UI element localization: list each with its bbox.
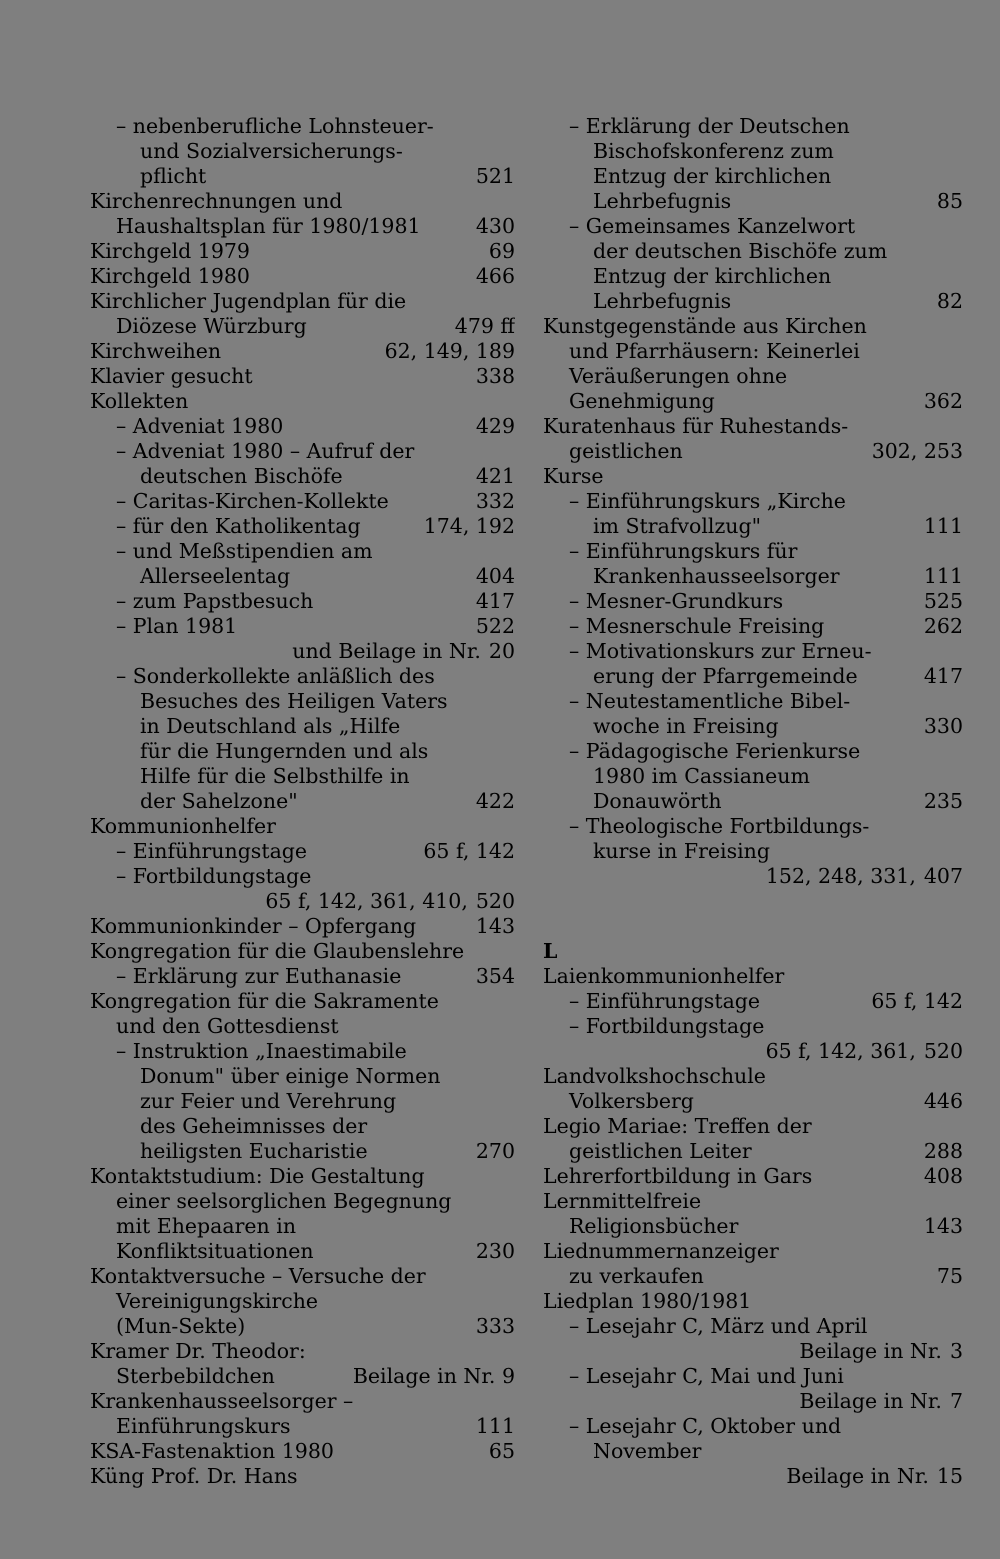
index-entry-line [90, 1364, 515, 1389]
index-page-ref: 338 [475, 364, 515, 388]
index-page-ref: 111 [923, 564, 963, 588]
index-page-ref: 15 [936, 1464, 963, 1488]
index-entry-line [90, 139, 515, 164]
index-entry-line [90, 764, 515, 789]
index-entry-text: November [593, 1439, 702, 1463]
index-entry-line [90, 314, 515, 339]
index-entry-line [90, 1439, 515, 1464]
index-entry-line [90, 414, 515, 439]
index-entry-line [543, 1139, 963, 1164]
index-entry-line [90, 1114, 515, 1139]
index-page-ref: 85 [936, 189, 963, 213]
index-page-ref: 262 [923, 614, 963, 638]
index-entry-text: Volkersberg [569, 1089, 694, 1113]
index-entry-text: – Erklärung zur Euthanasie [116, 964, 402, 988]
index-page-ref: 7 [949, 1389, 963, 1413]
index-page-ref: 75 [936, 1264, 963, 1288]
index-entry-text: – Pädagogische Ferienkurse [569, 739, 861, 763]
index-entry-line [90, 689, 515, 714]
index-entry-line [543, 389, 963, 414]
index-entry-line [90, 739, 515, 764]
index-entry-text: einer seelsorglichen Begegnung [116, 1189, 452, 1213]
index-entry-line [543, 914, 963, 939]
index-entry-text: in Deutschland als „Hilfe [140, 714, 401, 738]
index-entry-line [90, 1389, 515, 1414]
index-entry-text: – Sonderkollekte anläßlich des [116, 664, 435, 688]
index-page-ref: 230 [475, 1239, 515, 1263]
index-entry-line [543, 1264, 963, 1289]
index-entry-line [90, 1464, 515, 1489]
index-page-ref: Beilage in Nr. 9 [352, 1364, 515, 1388]
index-entry-line [90, 239, 515, 264]
index-entry-line [543, 1464, 963, 1489]
index-entry-line [543, 464, 963, 489]
index-entry-text: – Adveniat 1980 [116, 414, 284, 438]
index-entry-text: Kirchlicher Jugendplan für die [90, 289, 407, 313]
index-page-ref: 65 [488, 1439, 515, 1463]
index-page-ref: 404 [475, 564, 515, 588]
index-entry-text: – Fortbildungstage [116, 864, 312, 888]
index-entry-text: – Caritas-Kirchen-Kollekte [116, 489, 389, 513]
index-entry-text: – Einführungskurs „Kirche [569, 489, 846, 513]
index-entry-text: – Mesnerschule Freising [569, 614, 825, 638]
index-entry-line [90, 989, 515, 1014]
index-entry-line [90, 1414, 515, 1439]
index-entry-text: Kontaktstudium: Die Gestaltung [90, 1164, 425, 1188]
index-entry-text: und Sozialversicherungs- [140, 139, 403, 163]
index-entry-line [543, 1164, 963, 1189]
index-entry-line [90, 1164, 515, 1189]
index-entry-line [90, 464, 515, 489]
index-entry-text: Donum" über einige Normen [140, 1064, 441, 1088]
index-entry-line [90, 264, 515, 289]
index-page-ref: 62, 149, 189 [384, 339, 515, 363]
index-page-ref: 407 [923, 864, 963, 888]
index-entry-line [543, 114, 963, 139]
index-entry-text: heiligsten Eucharistie [140, 1139, 368, 1163]
index-page-ref: 20 [488, 639, 515, 663]
index-page-ref: 421 [475, 464, 515, 488]
index-page-ref: 422 [475, 789, 515, 813]
index-entry-text: – Erklärung der Deutschen [569, 114, 850, 138]
index-entry-line [543, 764, 963, 789]
index-entry-line [90, 164, 515, 189]
index-entry-line [543, 239, 963, 264]
index-entry-line [543, 789, 963, 814]
index-entry-text: Bischofskonferenz zum [593, 139, 834, 163]
index-entry-line [90, 839, 515, 864]
index-entry-line [90, 864, 515, 889]
index-entry-text: – für den Katholikentag [116, 514, 361, 538]
index-entry-text: Kurse [543, 464, 604, 488]
index-entry-text: Kirchenrechnungen und [90, 189, 343, 213]
index-entry-text: Laienkommunionhelfer [543, 964, 785, 988]
index-entry-text: – Mesner-Grundkurs [569, 589, 784, 613]
index-entry-line [543, 664, 963, 689]
index-page-ref: 288 [923, 1139, 963, 1163]
index-entry-line [543, 289, 963, 314]
index-entry-line [543, 1414, 963, 1439]
index-entry-text: Kramer Dr. Theodor: [90, 1339, 306, 1363]
index-entry-text: Allerseelentag [140, 564, 291, 588]
index-entry-text: Kuratenhaus für Ruhestands- [543, 414, 849, 438]
index-entry-line [90, 889, 515, 914]
index-entry-line [90, 364, 515, 389]
index-entry-line [90, 1314, 515, 1339]
index-entry-text: – Gemeinsames Kanzelwort [569, 214, 856, 238]
index-entry-line [543, 164, 963, 189]
index-entry-line [90, 339, 515, 364]
index-entry-text: Landvolkshochschule [543, 1064, 766, 1088]
index-entry-text: Kommunionkinder – Opfergang [90, 914, 417, 938]
index-entry-text: kurse in Freising [593, 839, 770, 863]
index-entry-text: Kommunionhelfer [90, 814, 276, 838]
index-entry-line [90, 114, 515, 139]
index-entry-text: Küng Prof. Dr. Hans [90, 1464, 298, 1488]
index-entry-line [543, 864, 963, 889]
index-entry-text: Entzug der kirchlichen [593, 264, 832, 288]
index-entry-text: der Sahelzone" [140, 789, 298, 813]
index-page-ref: 520 [923, 1039, 963, 1063]
index-page-ref: 520 [475, 889, 515, 913]
index-entry-text: 1980 im Cassianeum [593, 764, 810, 788]
index-entry-line [90, 1014, 515, 1039]
index-entry-line [543, 639, 963, 664]
index-entry-text: für die Hungernden und als [140, 739, 429, 763]
index-page-ref: 429 [475, 414, 515, 438]
index-entry-text: Sterbebildchen [116, 1364, 275, 1388]
index-entry-text: Diözese Würzburg [116, 314, 307, 338]
index-entry-text: – Theologische Fortbildungs- [569, 814, 870, 838]
index-entry-text: – Einführungstage [569, 989, 761, 1013]
index-entry-text: geistlichen Leiter [569, 1139, 752, 1163]
index-entry-line [543, 614, 963, 639]
index-entry-text: des Geheimnisses der [140, 1114, 368, 1138]
index-entry-line [90, 664, 515, 689]
index-entry-text: – Lesejahr C, Mai und Juni [569, 1364, 844, 1388]
index-entry-line [543, 739, 963, 764]
index-page-ref: 466 [475, 264, 515, 288]
index-entry-line [543, 889, 963, 914]
index-entry-line [543, 189, 963, 214]
index-entry-line [543, 589, 963, 614]
index-entry-line [543, 1314, 963, 1339]
index-entry-line [90, 289, 515, 314]
index-entry-line [90, 1239, 515, 1264]
index-entry-line [90, 1264, 515, 1289]
index-entry-text: der deutschen Bischöfe zum [593, 239, 888, 263]
index-entry-line [543, 489, 963, 514]
index-entry-text: 152, 248, 331, [765, 864, 916, 888]
index-page-ref: 525 [923, 589, 963, 613]
index-letter-heading [543, 939, 963, 964]
index-page-ref: 521 [475, 164, 515, 188]
index-entry-text: – Adveniat 1980 – Aufruf der [116, 439, 415, 463]
index-entry-text: woche in Freising [593, 714, 779, 738]
index-entry-line [543, 1239, 963, 1264]
index-entry-line [543, 989, 963, 1014]
index-entry-line [90, 514, 515, 539]
index-entry-line [90, 1064, 515, 1089]
index-entry-text: Klavier gesucht [90, 364, 253, 388]
index-entry-text: – Neutestamentliche Bibel- [569, 689, 851, 713]
index-entry-line [90, 814, 515, 839]
index-entry-text: Liedplan 1980/1981 [543, 1289, 752, 1313]
index-page-ref: 65 f, 142 [423, 839, 515, 863]
index-entry-line [543, 714, 963, 739]
index-page-ref: 82 [936, 289, 963, 313]
index-entry-text: – Einführungstage [116, 839, 308, 863]
index-entry-line [543, 264, 963, 289]
index-entry-line [90, 914, 515, 939]
index-entry-text: Vereinigungskirche [116, 1289, 319, 1313]
index-entry-text: Einführungskurs [116, 1414, 291, 1438]
index-entry-line [543, 1439, 963, 1464]
index-entry-line [90, 789, 515, 814]
index-entry-text: Beilage in Nr. [799, 1389, 942, 1413]
index-entry-text: zu verkaufen [569, 1264, 704, 1288]
index-entry-line [543, 964, 963, 989]
index-entry-text: Krankenhausseelsorger [593, 564, 840, 588]
index-entry-text: – Plan 1981 [116, 614, 238, 638]
index-entry-line [543, 314, 963, 339]
index-entry-text: geistlichen [569, 439, 683, 463]
index-page-ref: 111 [923, 514, 963, 538]
index-entry-text: Genehmigung [569, 389, 715, 413]
index-entry-text: Krankenhausseelsorger – [90, 1389, 354, 1413]
index-entry-line [543, 1014, 963, 1039]
index-entry-text: zur Feier und Verehrung [140, 1089, 397, 1113]
index-entry-text: L [543, 939, 558, 963]
index-entry-line [90, 1139, 515, 1164]
index-page-ref: 69 [488, 239, 515, 263]
index-entry-text: erung der Pfarrgemeinde [593, 664, 858, 688]
index-entry-line [90, 639, 515, 664]
index-entry-text: Donauwörth [593, 789, 722, 813]
index-page-ref: 362 [923, 389, 963, 413]
index-page-ref: 174, 192 [423, 514, 515, 538]
index-entry-line [543, 539, 963, 564]
index-entry-line [90, 189, 515, 214]
index-entry-line [543, 1289, 963, 1314]
index-entry-text: deutschen Bischöfe [140, 464, 343, 488]
index-entry-text: und Pfarrhäusern: Keinerlei [569, 339, 860, 363]
index-entry-line [90, 1089, 515, 1114]
index-entry-text: – und Meßstipendien am [116, 539, 373, 563]
index-entry-line [90, 564, 515, 589]
index-entry-text: – Fortbildungstage [569, 1014, 765, 1038]
index-entry-text: und Beilage in Nr. [292, 639, 481, 663]
index-entry-line [543, 414, 963, 439]
index-page-ref: 479 ff [454, 314, 515, 338]
index-entry-line [543, 1114, 963, 1139]
index-entry-line [90, 1214, 515, 1239]
index-entry-line [543, 139, 963, 164]
index-entry-text: Kongregation für die Glaubenslehre [90, 939, 465, 963]
index-page-ref: 333 [475, 1314, 515, 1338]
index-entry-text: – Lesejahr C, März und April [569, 1314, 868, 1338]
index-page-ref: 417 [475, 589, 515, 613]
index-entry-line [90, 1189, 515, 1214]
index-entry-line [90, 1039, 515, 1064]
index-entry-text: mit Ehepaaren in [116, 1214, 297, 1238]
index-entry-text: Lehrerfortbildung in Gars [543, 1164, 813, 1188]
index-entry-text: Legio Mariae: Treffen der [543, 1114, 812, 1138]
index-entry-line [543, 364, 963, 389]
index-entry-line [543, 1039, 963, 1064]
index-page-ref: 302, 253 [871, 439, 963, 463]
index-page-ref: 522 [475, 614, 515, 638]
index-page-ref: 235 [923, 789, 963, 813]
index-entry-line [90, 964, 515, 989]
index-entry-line [543, 1189, 963, 1214]
index-column-right [543, 114, 963, 1489]
index-entry-line [90, 214, 515, 239]
index-entry-text: Kirchgeld 1979 [90, 239, 250, 263]
index-entry-line [543, 439, 963, 464]
index-page-ref: 143 [923, 1214, 963, 1238]
index-entry-line [543, 1364, 963, 1389]
index-entry-line [90, 589, 515, 614]
index-entry-line [543, 339, 963, 364]
index-entry-line [90, 439, 515, 464]
index-entry-text: Kongregation für die Sakramente [90, 989, 439, 1013]
index-entry-line [90, 614, 515, 639]
index-entry-text: – Lesejahr C, Oktober und [569, 1414, 842, 1438]
index-entry-text: Lernmittelfreie [543, 1189, 702, 1213]
index-entry-line [543, 1339, 963, 1364]
index-entry-text: Lehrbefugnis [593, 289, 732, 313]
index-page-ref: 408 [923, 1164, 963, 1188]
index-entry-text: Haushaltsplan für 1980/1981 [116, 214, 421, 238]
index-entry-text: im Strafvollzug" [593, 514, 761, 538]
index-page-ref: 417 [923, 664, 963, 688]
index-page-ref: 270 [475, 1139, 515, 1163]
index-entry-line [543, 1214, 963, 1239]
index-entry-line [90, 939, 515, 964]
index-entry-text: Religionsbücher [569, 1214, 739, 1238]
index-entry-text: Kollekten [90, 389, 189, 413]
index-entry-line [543, 1389, 963, 1414]
index-entry-text: Veräußerungen ohne [569, 364, 788, 388]
index-entry-line [90, 389, 515, 414]
index-entry-text: Kontaktversuche – Versuche der [90, 1264, 426, 1288]
index-entry-line [90, 489, 515, 514]
index-entry-text: Beilage in Nr. [799, 1339, 942, 1363]
index-entry-text: Entzug der kirchlichen [593, 164, 832, 188]
index-entry-line [90, 1339, 515, 1364]
index-page-ref: 330 [923, 714, 963, 738]
index-entry-line [543, 1064, 963, 1089]
index-entry-text: Kirchgeld 1980 [90, 264, 250, 288]
index-entry-text: Konfliktsituationen [116, 1239, 314, 1263]
index-column-left [90, 114, 515, 1489]
index-entry-text: Liednummernanzeiger [543, 1239, 779, 1263]
index-entry-line [90, 1289, 515, 1314]
index-entry-text: – Einführungskurs für [569, 539, 798, 563]
index-entry-text: Hilfe für die Selbsthilfe in [140, 764, 410, 788]
index-entry-text: und den Gottesdienst [116, 1014, 339, 1038]
index-page-ref: 354 [475, 964, 515, 988]
index-entry-text: 65 f, 142, 361, [765, 1039, 916, 1063]
index-page-ref: 65 f, 142 [871, 989, 963, 1013]
index-entry-line [543, 514, 963, 539]
index-entry-text: Kunstgegenstände aus Kirchen [543, 314, 867, 338]
index-entry-line [543, 214, 963, 239]
index-entry-line [543, 1089, 963, 1114]
index-entry-line [543, 839, 963, 864]
index-entry-text: 65 f, 142, 361, 410, [265, 889, 468, 913]
index-entry-text: – Motivationskurs zur Erneu- [569, 639, 872, 663]
index-entry-text: – nebenberufliche Lohnsteuer- [116, 114, 434, 138]
index-page-ref: 111 [475, 1414, 515, 1438]
index-entry-text: Besuches des Heiligen Vaters [140, 689, 448, 713]
index-page-ref: 332 [475, 489, 515, 513]
index-entry-text: pflicht [140, 164, 207, 188]
index-entry-line [90, 539, 515, 564]
index-entry-text: Lehrbefugnis [593, 189, 732, 213]
index-entry-line [90, 714, 515, 739]
index-entry-text: Beilage in Nr. [786, 1464, 929, 1488]
index-entry-text: (Mun-Sekte) [116, 1314, 246, 1338]
index-entry-line [543, 564, 963, 589]
index-page-ref: 446 [923, 1089, 963, 1113]
index-page-ref: 3 [949, 1339, 963, 1363]
index-page-ref: 430 [475, 214, 515, 238]
index-page-ref: 143 [475, 914, 515, 938]
index-entry-text: – Instruktion „Inaestimabile [116, 1039, 407, 1063]
index-entry-text: KSA-Fastenaktion 1980 [90, 1439, 334, 1463]
index-entry-text: Kirchweihen [90, 339, 222, 363]
index-entry-line [543, 689, 963, 714]
index-entry-line [543, 814, 963, 839]
index-entry-text: – zum Papstbesuch [116, 589, 314, 613]
